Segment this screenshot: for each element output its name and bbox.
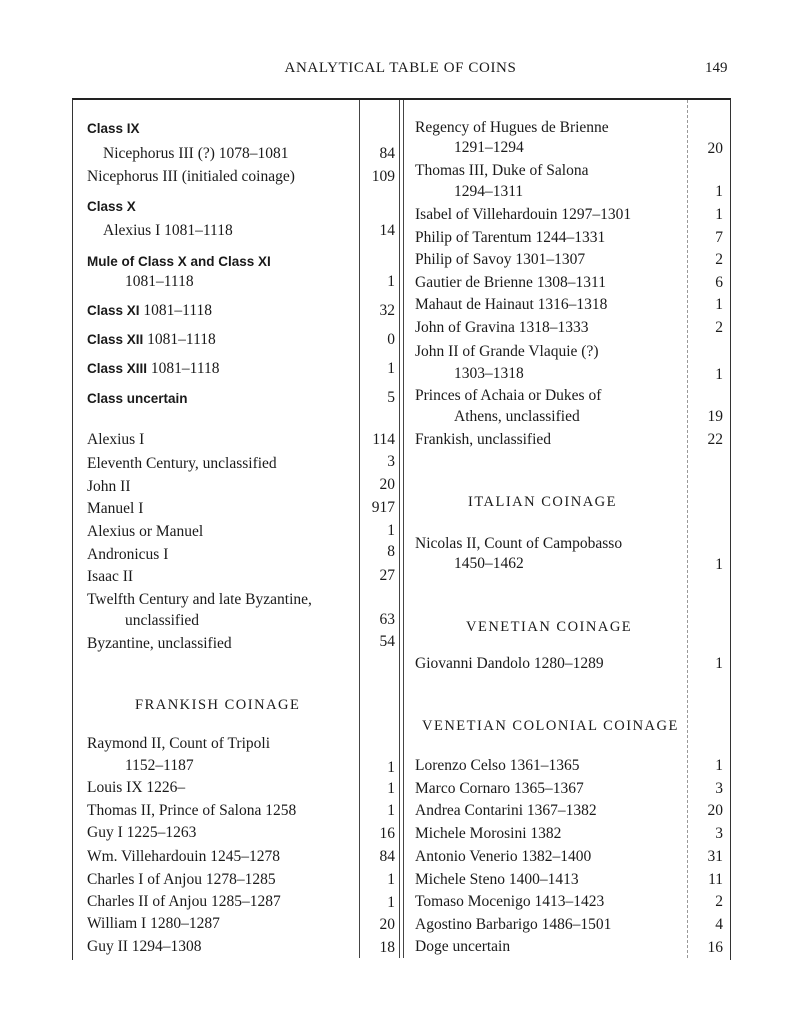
entry-count: 16 <box>379 825 395 842</box>
entry-name: Regency of Hugues de Brienne <box>415 119 609 136</box>
entry-count: 63 <box>379 611 395 628</box>
class-entry <box>87 360 220 378</box>
entry-count: 0 <box>387 331 395 348</box>
entry-count: 1 <box>715 183 723 200</box>
section-heading: VENETIAN COINAGE <box>466 619 633 635</box>
entry-name: Byzantine, unclassified <box>87 635 232 652</box>
entry-count: 20 <box>379 916 395 933</box>
entry-name: 1450–1462 <box>454 555 524 572</box>
entry-name: Giovanni Dandolo 1280–1289 <box>415 655 604 672</box>
class-label: Class XII <box>87 332 144 347</box>
entry-count: 109 <box>371 168 395 185</box>
section-heading: ITALIAN COINAGE <box>468 494 617 510</box>
entry-count: 2 <box>715 893 723 910</box>
entry-count: 1 <box>715 206 723 223</box>
column-rule <box>399 100 400 958</box>
entry-count: 1 <box>387 360 395 377</box>
entry-count: 5 <box>387 389 395 406</box>
entry-name: Michele Morosini 1382 <box>415 825 562 842</box>
entry-name: Tomaso Mocenigo 1413–1423 <box>415 893 605 910</box>
entry-name: Manuel I <box>87 500 144 517</box>
entry-count: 11 <box>708 871 723 888</box>
entry-count: 1 <box>387 871 395 888</box>
column-rule <box>687 100 688 958</box>
entry-count: 20 <box>707 802 723 819</box>
class-entry <box>87 302 212 320</box>
entry-count: 1 <box>715 757 723 774</box>
entry-name: John of Gravina 1318–1333 <box>415 319 589 336</box>
entry-name: Philip of Tarentum 1244–1331 <box>415 229 606 246</box>
entry-count: 19 <box>707 408 723 425</box>
entry-name: Mahaut de Hainaut 1316–1318 <box>415 296 608 313</box>
entry-name: Andronicus I <box>87 546 169 563</box>
entry-count: 1 <box>387 802 395 819</box>
entry-name: Gautier de Brienne 1308–1311 <box>415 274 606 291</box>
entry-name: 1291–1294 <box>454 139 524 156</box>
entry-name: John II <box>87 478 131 495</box>
entry-name: Thomas III, Duke of Salona <box>415 162 589 179</box>
entry-count: 1 <box>387 780 395 797</box>
entry-name: Athens, unclassified <box>454 408 580 425</box>
entry-name: Nicephorus III (?) 1078–1081 <box>103 145 289 162</box>
column-rule <box>403 100 404 958</box>
entry-count: 14 <box>379 222 395 239</box>
entry-name: Twelfth Century and late Byzantine, <box>87 591 312 608</box>
entry-name: Louis IX 1226– <box>87 779 186 796</box>
entry-name: Thomas II, Prince of Salona 1258 <box>87 802 297 819</box>
entry-name: Isaac II <box>87 568 134 585</box>
entry-count: 27 <box>379 567 395 584</box>
page-number: 149 <box>705 60 728 76</box>
entry-name: Alexius or Manuel <box>87 523 204 540</box>
section-heading: FRANKISH COINAGE <box>135 697 301 713</box>
entry-name: Wm. Villehardouin 1245–1278 <box>87 848 280 865</box>
entry-name: Nicephorus III (initialed coinage) <box>87 168 295 185</box>
entry-name: Guy I 1225–1263 <box>87 824 197 841</box>
entry-count: 31 <box>707 848 723 865</box>
entry-name: Raymond II, Count of Tripoli <box>87 735 271 752</box>
entry-count: 1 <box>387 894 395 911</box>
entry-count: 917 <box>371 499 395 516</box>
entry-name: Nicolas II, Count of Campobasso <box>415 535 623 552</box>
entry-name: Guy II 1294–1308 <box>87 938 202 955</box>
entry-count: 4 <box>715 916 723 933</box>
entry-name: Isabel of Villehardouin 1297–1301 <box>415 206 632 223</box>
entry-count: 2 <box>715 319 723 336</box>
entry-count: 54 <box>379 633 395 650</box>
entry-count: 32 <box>379 302 395 319</box>
entry-count: 18 <box>379 939 395 956</box>
entry-name: 1303–1318 <box>454 365 524 382</box>
class-heading: Class IX <box>87 121 140 136</box>
entry-count: 1 <box>387 759 395 776</box>
class-dates: 1081–1118 <box>143 302 213 319</box>
entry-count: 1 <box>715 296 723 313</box>
entry-count: 22 <box>707 431 723 448</box>
section-heading: VENETIAN COLONIAL COINAGE <box>422 718 679 734</box>
entry-count: 8 <box>387 543 395 560</box>
entry-count: 3 <box>715 780 723 797</box>
entry-name: 1294–1311 <box>454 183 524 200</box>
entry-name: Doge uncertain <box>415 938 511 955</box>
entry-count: 7 <box>715 229 723 246</box>
entry-name: Eleventh Century, unclassified <box>87 455 277 472</box>
entry-count: 1 <box>387 522 395 539</box>
entry-name: Frankish, unclassified <box>415 431 552 448</box>
entry-name: William I 1280–1287 <box>87 915 220 932</box>
entry-name: Michele Steno 1400–1413 <box>415 871 579 888</box>
entry-name: 1081–1118 <box>125 273 194 290</box>
entry-name: Princes of Achaia or Dukes of <box>415 387 602 404</box>
entry-count: 1 <box>715 366 723 383</box>
class-heading: Class X <box>87 199 136 214</box>
class-dates: 1081–1118 <box>147 331 216 348</box>
entry-count: 84 <box>379 145 395 162</box>
entry-count: 20 <box>707 140 723 157</box>
entry-name: Charles I of Anjou 1278–1285 <box>87 871 276 888</box>
entry-name: John II of Grande Vlaquie (?) <box>415 343 599 360</box>
entry-name: Lorenzo Celso 1361–1365 <box>415 757 580 774</box>
running-header: ANALYTICAL TABLE OF COINS <box>284 60 517 76</box>
class-heading: Mule of Class X and Class XI <box>87 254 271 269</box>
entry-count: 3 <box>715 825 723 842</box>
class-label: Class XIII <box>87 361 148 376</box>
entry-name: unclassified <box>125 612 200 629</box>
entry-name: Antonio Venerio 1382–1400 <box>415 848 592 865</box>
entry-count: 6 <box>715 274 723 291</box>
class-entry <box>87 331 216 349</box>
entry-count: 20 <box>379 476 395 493</box>
entry-name: Andrea Contarini 1367–1382 <box>415 802 597 819</box>
column-rule <box>359 100 360 958</box>
class-heading: Class uncertain <box>87 391 188 406</box>
entry-name: 1152–1187 <box>125 757 194 774</box>
entry-count: 114 <box>372 431 395 448</box>
entry-name: Philip of Savoy 1301–1307 <box>415 251 586 268</box>
entry-count: 2 <box>715 251 723 268</box>
entry-count: 1 <box>715 556 723 573</box>
entry-count: 1 <box>715 655 723 672</box>
entry-count: 16 <box>707 939 723 956</box>
entry-count: 3 <box>387 453 395 470</box>
entry-name: Agostino Barbarigo 1486–1501 <box>415 916 612 933</box>
entry-name: Charles II of Anjou 1285–1287 <box>87 893 281 910</box>
entry-name: Marco Cornaro 1365–1367 <box>415 780 584 797</box>
class-label: Class XI <box>87 303 140 318</box>
entry-name: Alexius I <box>87 431 145 448</box>
entry-count: 1 <box>387 273 395 290</box>
entry-count: 84 <box>379 848 395 865</box>
class-dates: 1081–1118 <box>150 360 220 377</box>
entry-name: Alexius I 1081–1118 <box>103 222 233 239</box>
